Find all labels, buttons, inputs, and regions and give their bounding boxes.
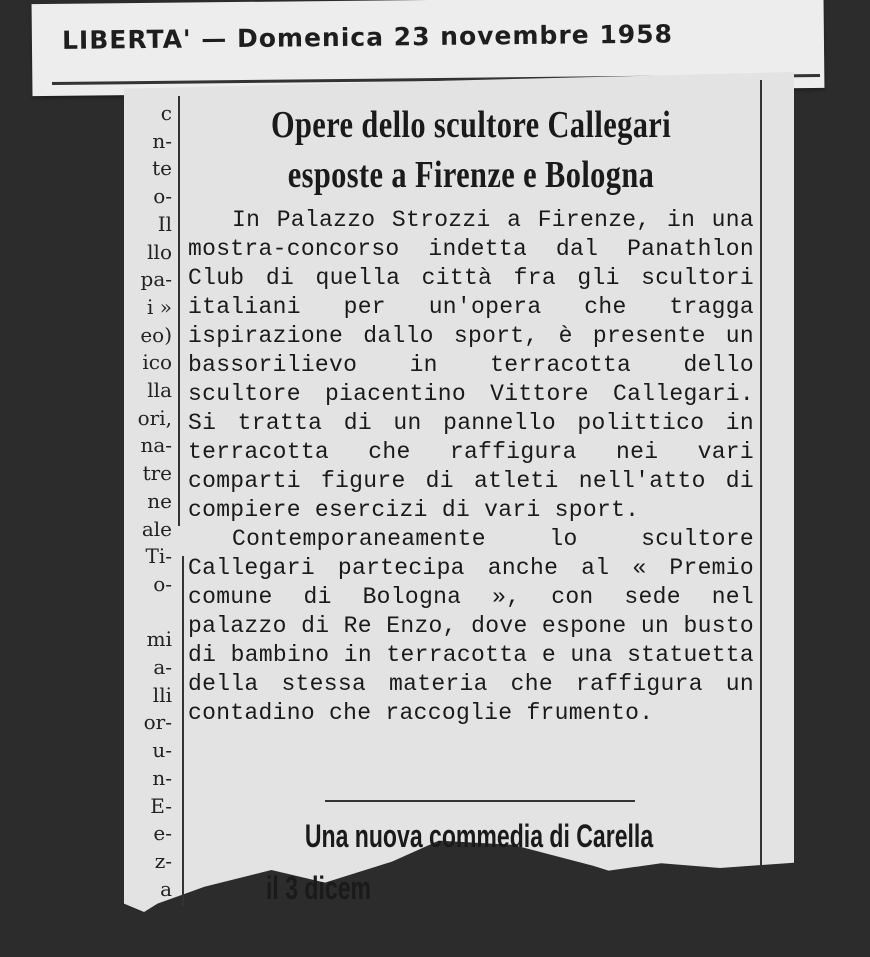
next-article-subheadline: il 3 dicem xyxy=(266,870,372,906)
article-headline xyxy=(245,100,698,200)
left-column-fragment: c n- te o- Il llo pa- i » eo) ico lla ori, na- tre ne ale Ti- o- mi a- lli or- u- n- E- e- z- a xyxy=(137,101,172,901)
article-divider xyxy=(325,800,635,802)
column-rule-right xyxy=(760,80,762,880)
article-paragraph-1: In Palazzo Strozzi a Firenze, in una mostra-concorso indetta dal Panathlon Club di quella città fra gli scultori italiani per un'opera che tragga ispirazione dallo sport, è presente un bassorilievo in terracotta dello scultore piacentino Vittore Callegari. Si tratta di un pannello polittico in terracotta che raffigura nei vari comparti figure di atleti nell'atto di compiere esercizi di vari sport. xyxy=(188,207,754,523)
headline-line-1: Opere dello scultore Callegari xyxy=(270,104,672,146)
column-rule-left-lower xyxy=(182,556,184,906)
headline-line-2: esposte a Firenze e Bologna xyxy=(287,154,655,196)
article xyxy=(188,100,754,728)
next-article-headline: Una nuova commedia di Carella xyxy=(304,818,654,854)
article-paragraph-2: Contemporaneamente lo scultore Callegari partecipa anche al « Premio comune di Bologna », con sede nel palazzo di Re Enzo, dove espone un busto di bambino in terracotta e una statuetta della stessa materia che raffigura un contadino che raccoglie frumento. xyxy=(188,526,754,726)
masthead-date: LIBERTA' — Domenica 23 novembre 1958 xyxy=(61,19,674,55)
article-body xyxy=(188,206,754,728)
column-rule-left xyxy=(178,96,180,526)
